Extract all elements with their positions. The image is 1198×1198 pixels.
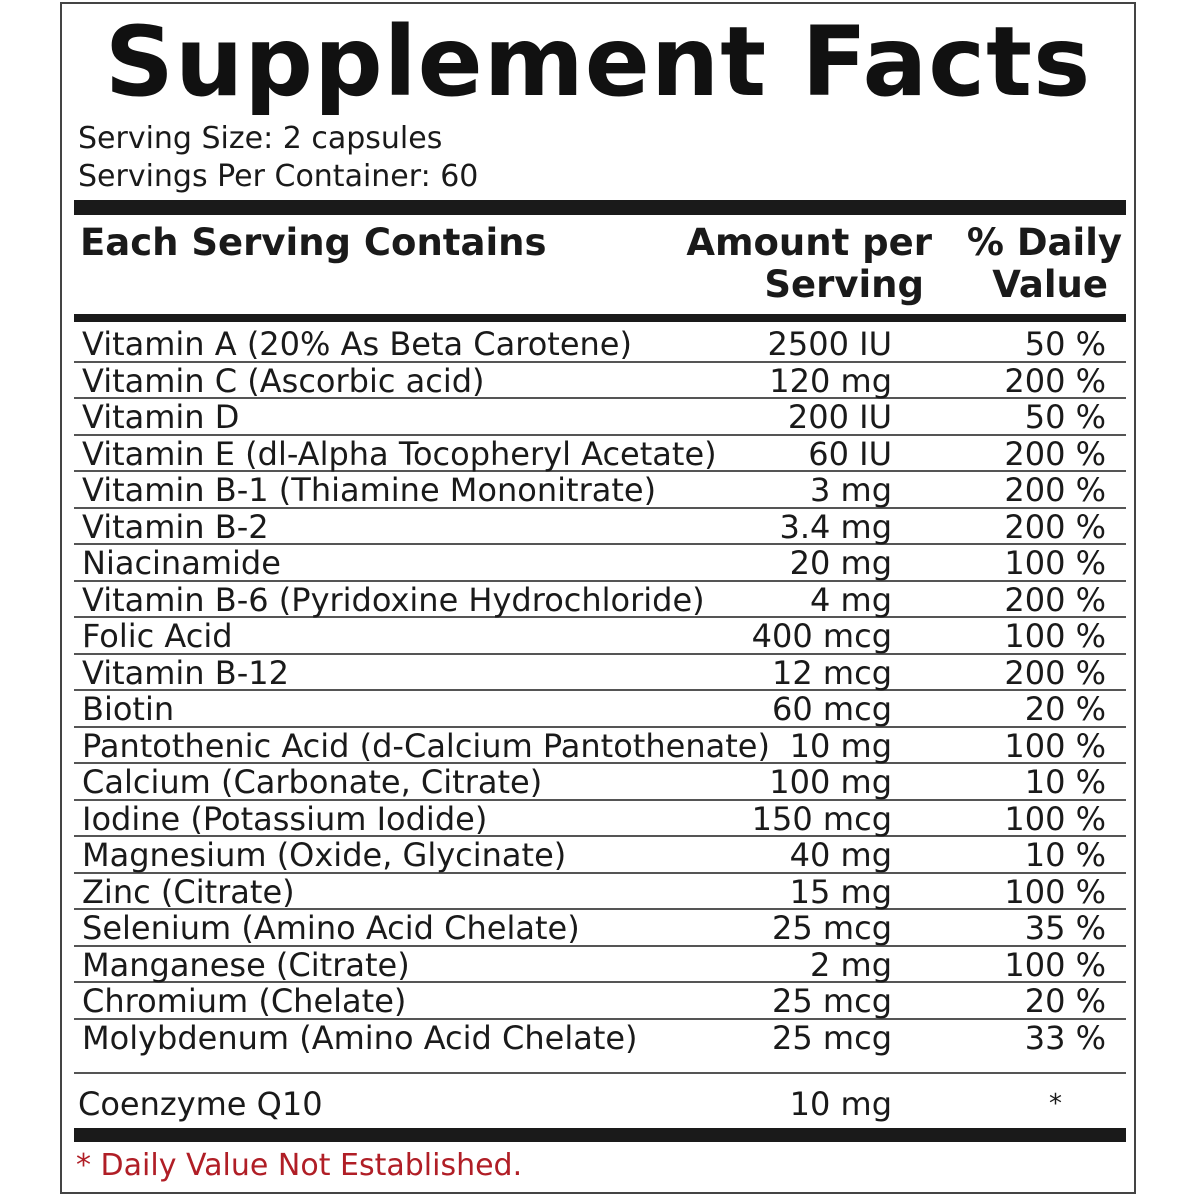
row-daily-value: 200 % [1004,361,1106,400]
row-daily-value: 100 % [1004,945,1106,984]
header-each-serving: Each Serving Contains [80,221,547,264]
row-amount: 120 mg [769,361,892,400]
supplement-facts-panel [60,2,1136,1194]
row-daily-value: 200 % [1004,507,1106,546]
table-row [74,509,1126,546]
row-name: Zinc (Citrate) [82,872,295,911]
table-row [74,801,1126,838]
row-amount: 15 mg [789,872,892,911]
header-amount-line2: Serving [764,263,924,306]
row-daily-value: 100 % [1004,799,1106,838]
row-amount: 12 mcg [772,653,892,692]
table-row [74,728,1126,765]
row-daily-value: 100 % [1004,726,1106,765]
row-daily-value: 33 % [1024,1018,1106,1057]
header-amount [662,222,932,306]
row-amount: 2 mg [809,945,892,984]
table-row [74,582,1126,619]
row-daily-value: 200 % [1004,580,1106,619]
table-row [74,472,1126,509]
row-name: Vitamin B-1 (Thiamine Mononitrate) [82,471,657,509]
table-row [74,655,1126,692]
row-daily-value: 200 % [1004,434,1106,473]
row-name: Iodine (Potassium Iodide) [82,799,488,838]
row-amount: 25 mcg [772,1018,892,1057]
row-amount: 10 mg [789,1085,892,1123]
page-title: Supplement Facts [104,6,1092,118]
table-row [74,436,1126,473]
row-daily-value: 20 % [1024,982,1106,1020]
serving-size: Serving Size: 2 capsules [78,121,443,156]
row-amount: 10 mg [789,726,892,765]
thick-rule-middle [74,314,1126,322]
table-row [74,326,1126,363]
row-amount: 25 mcg [772,982,892,1020]
row-amount: 25 mcg [772,909,892,947]
row-amount: 200 IU [787,398,892,436]
row-amount: 400 mcg [751,617,892,655]
row-daily-value: * [1049,1089,1062,1119]
row-amount: 3 mg [809,471,892,509]
table-row [74,363,1126,400]
row-name: Vitamin B-12 [82,653,289,692]
header-daily-value [942,222,1122,306]
table-divider [74,1072,1126,1074]
nutrient-table [74,326,1126,1058]
row-amount: 3.4 mg [779,507,892,546]
row-name: Vitamin B-2 [82,507,269,546]
row-daily-value: 100 % [1004,872,1106,911]
row-name: Vitamin A (20% As Beta Carotene) [82,325,632,363]
row-daily-value: 200 % [1004,471,1106,509]
table-row [74,764,1126,801]
row-amount: 4 mg [809,580,892,619]
row-amount: 150 mcg [751,799,892,838]
table-row [74,399,1126,436]
thick-rule-top [74,200,1126,215]
row-name: Niacinamide [82,544,281,582]
row-name: Manganese (Citrate) [82,945,410,984]
row-name: Vitamin C (Ascorbic acid) [82,361,485,400]
table-row [74,910,1126,947]
row-amount: 60 mcg [772,690,892,728]
table-row [74,837,1126,874]
table-row-coenzyme [74,1084,1126,1124]
header-dv-line2: Value [992,263,1108,306]
table-row [74,947,1126,984]
row-daily-value: 10 % [1024,763,1106,801]
row-daily-value: 50 % [1024,398,1106,436]
row-daily-value: 100 % [1004,544,1106,582]
row-name: Folic Acid [82,617,233,655]
table-row [74,618,1126,655]
row-name: Molybdenum (Amino Acid Chelate) [82,1018,638,1057]
row-name: Calcium (Carbonate, Citrate) [82,763,543,801]
row-daily-value: 200 % [1004,653,1106,692]
row-daily-value: 35 % [1024,909,1106,947]
row-name: Selenium (Amino Acid Chelate) [82,909,580,947]
header-amount-line1: Amount per [686,221,932,264]
row-amount: 40 mg [789,836,892,874]
row-name: Vitamin E (dl-Alpha Tocopheryl Acetate) [82,434,717,473]
row-daily-value: 20 % [1024,690,1106,728]
row-name: Vitamin D [82,398,240,436]
table-row [74,691,1126,728]
table-row [74,983,1126,1020]
row-amount: 2500 IU [767,325,892,363]
row-name: Biotin [82,690,175,728]
row-name: Coenzyme Q10 [78,1085,323,1123]
table-row [74,1020,1126,1058]
row-name: Magnesium (Oxide, Glycinate) [82,836,567,874]
row-amount: 60 IU [808,434,892,473]
row-name: Chromium (Chelate) [82,982,407,1020]
table-row [74,545,1126,582]
header-dv-line1: % Daily [966,221,1122,264]
row-daily-value: 100 % [1004,617,1106,655]
footnote: * Daily Value Not Established. [76,1148,523,1183]
row-daily-value: 50 % [1024,325,1106,363]
row-daily-value: 10 % [1024,836,1106,874]
table-row [74,874,1126,911]
servings-per-container: Servings Per Container: 60 [78,159,479,194]
thick-rule-bottom [74,1128,1126,1142]
row-name: Pantothenic Acid (d-Calcium Pantothenate) [82,726,770,765]
row-amount: 100 mg [769,763,892,801]
row-amount: 20 mg [789,544,892,582]
row-name: Vitamin B-6 (Pyridoxine Hydrochloride) [82,580,705,619]
